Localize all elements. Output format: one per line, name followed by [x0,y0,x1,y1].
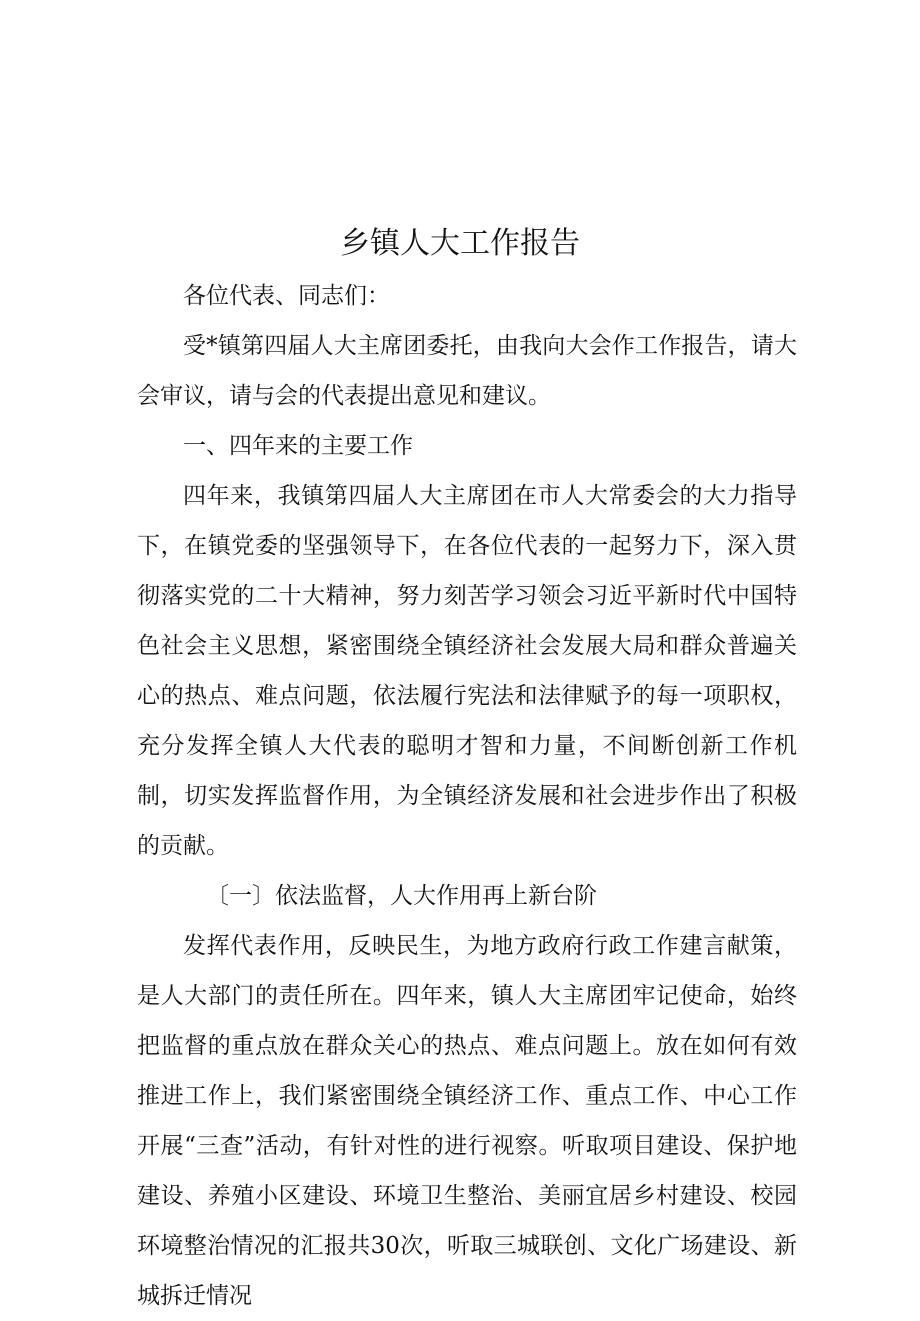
paragraph-intro: 受*镇第四届人大主席团委托，由我向大会作工作报告，请大会审议，请与会的代表提出意见和建议。 [137,333,797,409]
salutation: 各位代表、同志们： [183,283,390,309]
paragraph-overview: 四年来，我镇第四届人大主席团在市人大常委会的大力指导下，在镇党委的坚强领导下，在各位代表的一起努力下，深入贯彻落实党的二十大精神，努力刻苦学习领会习近平新时代中国特色社会主义思想，紧密围绕全镇经济社会发展大局和群众普遍关心的热点、难点问题，依法履行宪法和法律赋予的每一项职权，充分发挥全镇人大代表的聪明才智和力量，不间断创新工作机制，切实发挥监督作用，为全镇经济发展和社会进步作出了积极的贡献。 [137,483,797,859]
document-title: 乡镇人大工作报告 [340,226,580,261]
paragraph-supervision: 发挥代表作用，反映民生，为地方政府行政工作建言献策，是人大部门的责任所在。四年来，镇人大主席团牢记使命，始终把监督的重点放在群众关心的热点、难点问题上。放在如何有效推进工作上，我们紧密围绕全镇经济工作、重点工作、中心工作开展“三查”活动，有针对性的进行视察。听取项目建设、保护地建设、养殖小区建设、环境卫生整治、美丽宜居乡村建设、校园环境整治情况的汇报共30次，听取三城联创、文化广场建设、新城拆迁情况 [137,933,797,1309]
subsection-heading-supervision: 〔一〕依法监督，人大作用再上新台阶 [206,883,597,909]
section-heading-main-work: 一、四年来的主要工作 [183,433,413,459]
document-body [137,271,797,1321]
